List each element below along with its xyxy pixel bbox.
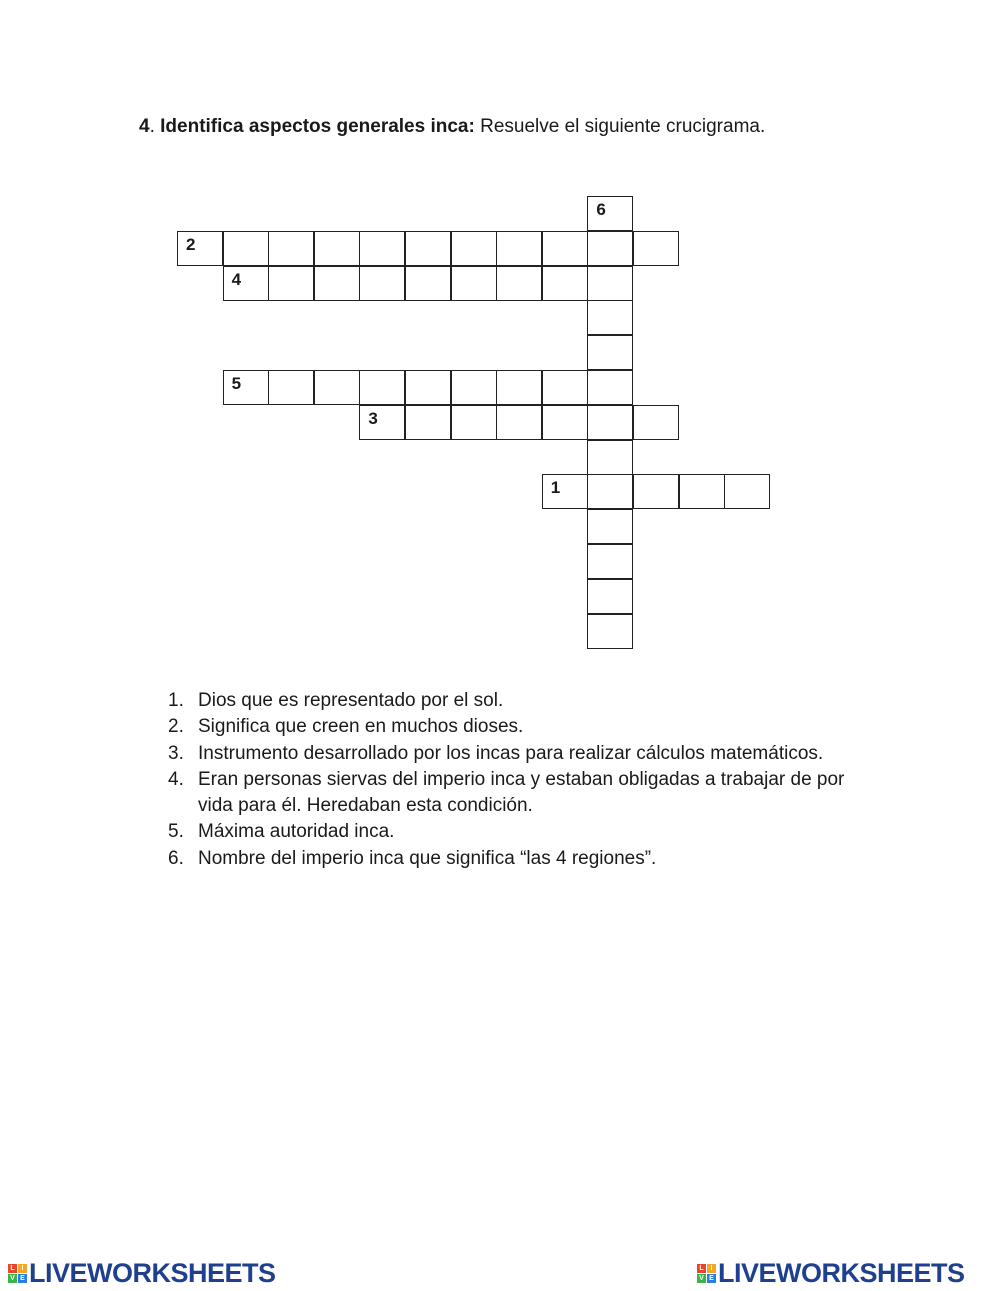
crossword-cell[interactable] [587,474,633,509]
crossword-cell[interactable] [679,474,725,509]
clue-text: Nombre del imperio inca que significa “las 4 regiones”. [198,847,657,869]
crossword-cell[interactable] [587,300,633,335]
logo-letter: I [18,1264,27,1273]
crossword-cell[interactable] [359,405,405,440]
clue-start-number: 4 [231,269,242,289]
clue-number: 1. [168,690,184,711]
crossword-cell[interactable] [405,231,451,266]
crossword-cell[interactable] [587,509,633,544]
crossword-cell[interactable] [451,405,497,440]
heading-separator: . [149,116,161,137]
crossword-cell[interactable] [268,231,314,266]
crossword-cell[interactable] [587,196,633,231]
crossword-cell[interactable] [451,370,497,405]
clue-number: 6. [168,847,184,869]
crossword-cell[interactable] [177,231,223,266]
exercise-number: 4 [139,116,150,137]
crossword-cell[interactable] [724,474,770,509]
crossword-cell[interactable] [314,266,360,301]
logo-letter: L [8,1264,17,1273]
clue-item [168,767,868,820]
crossword-cell[interactable] [359,231,405,266]
crossword-cell[interactable] [405,405,451,440]
crossword-cell[interactable] [268,266,314,301]
clue-list [168,688,868,872]
crossword-cell[interactable] [542,370,588,405]
crossword-cell[interactable] [587,405,633,440]
crossword-cell[interactable] [268,370,314,405]
crossword-cell[interactable] [451,266,497,301]
clue-text: Dios que es representado por el sol. [198,690,504,711]
crossword-cell[interactable] [542,474,588,509]
clue-text: Instrumento desarrollado por los incas para realizar cálculos matemáticos. [198,742,824,764]
crossword-cell[interactable] [223,231,269,266]
exercise-instruction: Resuelve el siguiente crucigrama. [474,116,766,137]
crossword-cell[interactable] [451,231,497,266]
liveworksheets-logo [697,1258,965,1288]
crossword-cell[interactable] [496,231,542,266]
crossword-cell[interactable] [314,370,360,405]
crossword-cell[interactable] [587,440,633,475]
clue-start-number: 5 [231,374,242,393]
clue-number: 4. [168,768,184,790]
crossword-cell[interactable] [496,370,542,405]
liveworksheets-logo [8,1258,276,1288]
crossword-cell[interactable] [633,405,679,440]
crossword-cell[interactable] [314,231,360,266]
clue-start-number: 2 [186,234,196,254]
logo-mark-icon [697,1264,716,1283]
clue-number: 3. [168,742,184,764]
clue-start-number: 3 [368,408,378,428]
crossword-cell[interactable] [587,335,633,370]
clue-text: Eran personas siervas del imperio inca y estaban obligadas a trabajar de por vida para él. Heredaban esta condición. [198,768,845,817]
logo-letter: E [707,1274,716,1283]
logo-mark-icon [8,1264,27,1283]
crossword-cell[interactable] [359,266,405,301]
clue-item [168,846,868,872]
crossword-cell[interactable] [359,370,405,405]
clue-text: Significa que creen en muchos dioses. [198,716,524,738]
clue-start-number: 6 [596,200,606,219]
clue-item [168,741,868,767]
logo-letter: V [697,1274,706,1283]
crossword-cell[interactable] [587,266,633,301]
clue-item [168,688,868,714]
clue-text: Máxima autoridad inca. [198,821,395,843]
logo-letter: I [707,1264,716,1273]
crossword-cell[interactable] [496,266,542,301]
logo-letter: V [8,1274,17,1283]
logo-letter: E [18,1274,27,1283]
logo-text: LIVEWORKSHEETS [29,1257,276,1288]
crossword-cell[interactable] [587,579,633,614]
crossword-cell[interactable] [223,266,269,301]
crossword-cell[interactable] [587,544,633,579]
crossword-cell[interactable] [405,266,451,301]
clue-start-number: 1 [550,478,561,498]
crossword-cell[interactable] [587,231,633,266]
exercise-title: Identifica aspectos generales inca: [160,116,475,137]
crossword-cell[interactable] [496,405,542,440]
crossword-cell[interactable] [542,266,588,301]
clue-number: 5. [168,821,184,843]
crossword-cell[interactable] [405,370,451,405]
clue-item [168,714,868,740]
crossword-cell[interactable] [223,370,269,405]
crossword-cell[interactable] [633,231,679,266]
crossword-cell[interactable] [542,405,588,440]
logo-letter: L [697,1264,706,1273]
clue-number: 2. [168,716,184,738]
crossword-cell[interactable] [633,474,679,509]
clue-item [168,819,868,845]
crossword-cell[interactable] [542,231,588,266]
logo-text: LIVEWORKSHEETS [718,1257,965,1288]
crossword-cell[interactable] [587,614,633,649]
crossword-cell[interactable] [587,370,633,405]
